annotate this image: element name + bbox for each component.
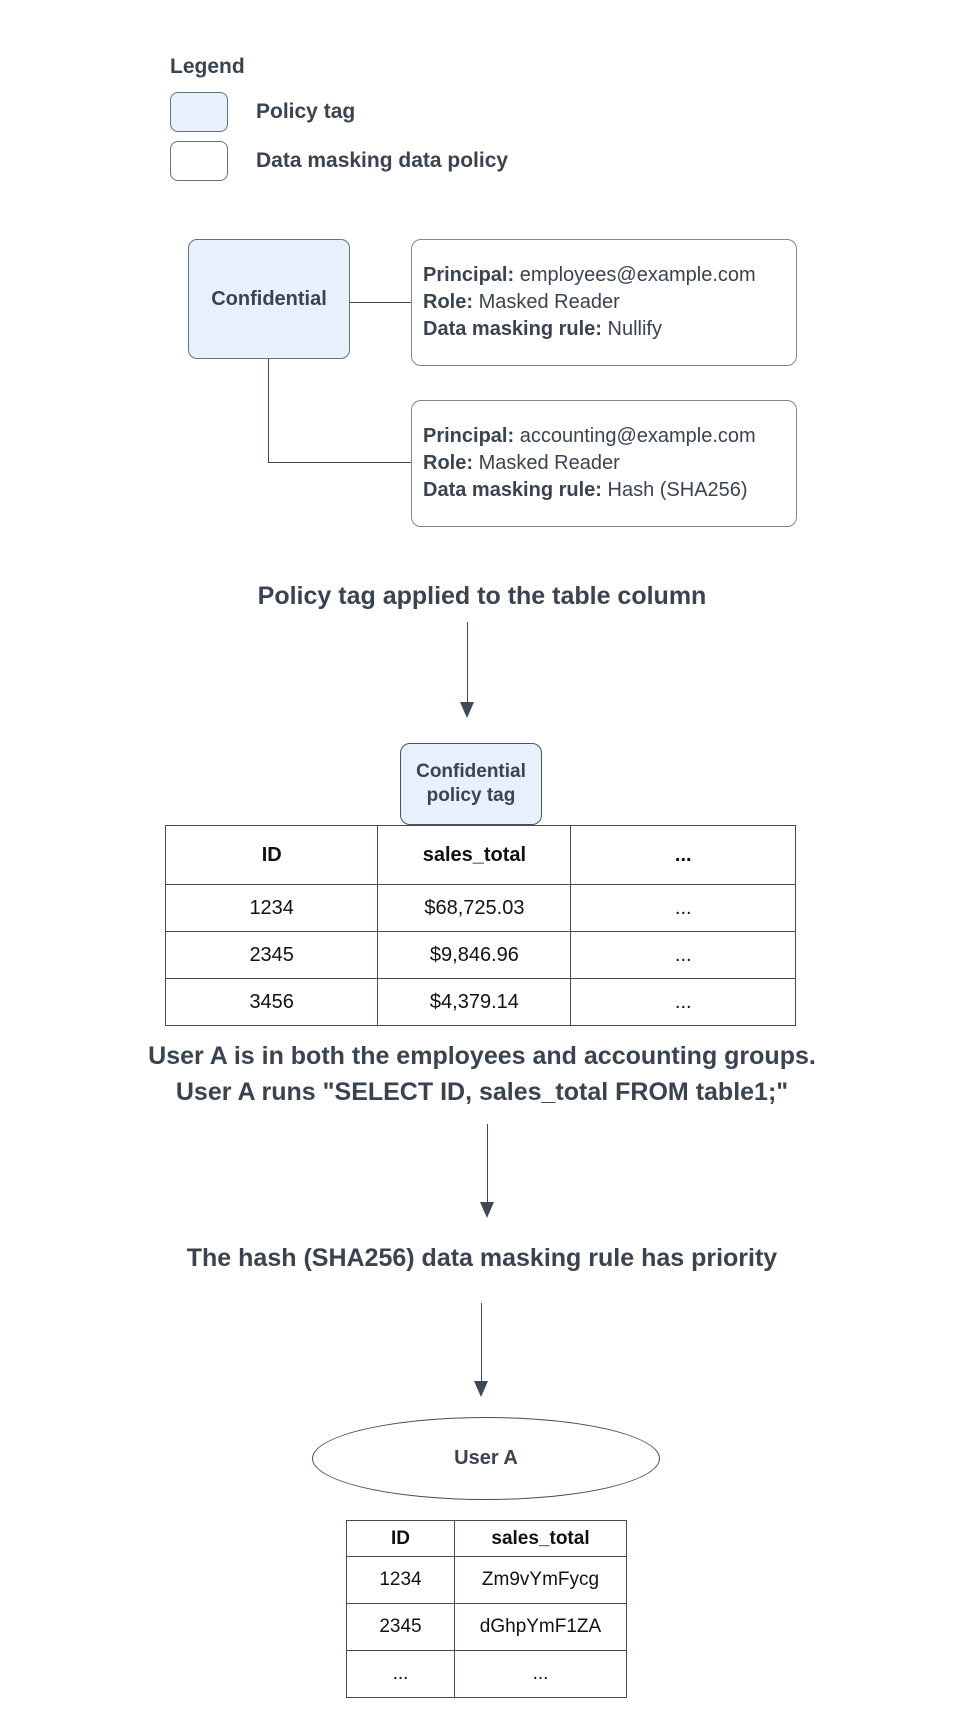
policy-principal-line [423, 423, 796, 450]
role-label: Role: [423, 452, 473, 474]
policy-rule-line [423, 477, 796, 504]
table-row [347, 1651, 627, 1698]
down-arrow-line [467, 622, 468, 703]
table-header-row [347, 1521, 627, 1557]
table-row [166, 932, 796, 979]
table-row [166, 979, 796, 1026]
table-header-cell: ID [166, 826, 378, 885]
rule-label: Data masking rule: [423, 318, 602, 340]
legend-title: Legend [170, 55, 245, 78]
connector-tag-to-policy-1 [350, 302, 411, 303]
policy-tag-badge [400, 743, 542, 825]
table-header-cell: sales_total [378, 826, 571, 885]
table-cell: ... [571, 979, 796, 1026]
policy-rule-line [423, 316, 796, 343]
principal-label: Principal: [423, 425, 515, 447]
table-row [347, 1604, 627, 1651]
rule-label: Data masking rule: [423, 479, 602, 501]
connector-tag-to-policy-2-vertical [268, 359, 269, 463]
table-cell: $68,725.03 [378, 885, 571, 932]
caption-policy-applied: Policy tag applied to the table column [257, 582, 707, 610]
down-arrow-line [481, 1303, 482, 1382]
data-policy-card-nullify [411, 239, 797, 366]
down-arrow-icon [474, 1381, 488, 1397]
table-cell: 1234 [347, 1557, 455, 1604]
source-table [165, 825, 796, 1026]
badge-line-1: Confidential [416, 761, 526, 782]
down-arrow-icon [460, 702, 474, 718]
caption-user-groups-line-1: User A is in both the employees and accounting groups. [148, 1042, 816, 1070]
policy-tag-swatch [170, 92, 228, 132]
table-header-cell: sales_total [455, 1521, 627, 1557]
caption-user-groups [0, 1038, 964, 1110]
table-cell: Zm9vYmFycg [455, 1557, 627, 1604]
data-policy-card-hash [411, 400, 797, 527]
legend-item-data-policy [170, 141, 508, 181]
table-cell: 2345 [166, 932, 378, 979]
table-cell: $4,379.14 [378, 979, 571, 1026]
down-arrow-line [487, 1124, 488, 1203]
rule-value: Hash (SHA256) [607, 479, 748, 501]
policy-role-line [423, 289, 796, 316]
table-cell: dGhpYmF1ZA [455, 1604, 627, 1651]
policy-role-line [423, 450, 796, 477]
policy-principal-line [423, 262, 796, 289]
legend [170, 55, 508, 190]
connector-tag-to-policy-2-horizontal [268, 462, 411, 463]
legend-item-label: Data masking data policy [256, 149, 509, 172]
role-value: Masked Reader [478, 452, 620, 474]
legend-item-policy-tag [170, 92, 508, 132]
role-value: Masked Reader [478, 291, 620, 313]
principal-label: Principal: [423, 264, 515, 286]
rule-value: Nullify [607, 318, 662, 340]
policy-tag-node-label: Confidential [211, 287, 327, 310]
table-header-cell: ... [571, 826, 796, 885]
user-a-label: User A [454, 1447, 518, 1469]
table-cell: ... [571, 932, 796, 979]
legend-item-label: Policy tag [256, 100, 356, 123]
table-cell: 3456 [166, 979, 378, 1026]
role-label: Role: [423, 291, 473, 313]
user-a-node [312, 1417, 660, 1500]
principal-value: employees@example.com [519, 264, 756, 286]
data-masking-policy-swatch [170, 141, 228, 181]
table-cell: 1234 [166, 885, 378, 932]
table-row [347, 1557, 627, 1604]
masked-result-table [346, 1520, 627, 1698]
table-cell: ... [571, 885, 796, 932]
table-header-cell: ID [347, 1521, 455, 1557]
table-cell: 2345 [347, 1604, 455, 1651]
down-arrow-icon [480, 1202, 494, 1218]
table-cell: $9,846.96 [378, 932, 571, 979]
table-row [166, 885, 796, 932]
table-cell: ... [455, 1651, 627, 1698]
badge-line-2: policy tag [426, 785, 516, 806]
table-cell: ... [347, 1651, 455, 1698]
table-header-row [166, 826, 796, 885]
caption-user-groups-line-2: User A runs "SELECT ID, sales_total FROM table1;" [175, 1078, 789, 1106]
policy-tag-node-confidential [188, 239, 350, 359]
caption-rule-priority: The hash (SHA256) data masking rule has priority [186, 1244, 778, 1272]
principal-value: accounting@example.com [519, 425, 756, 447]
